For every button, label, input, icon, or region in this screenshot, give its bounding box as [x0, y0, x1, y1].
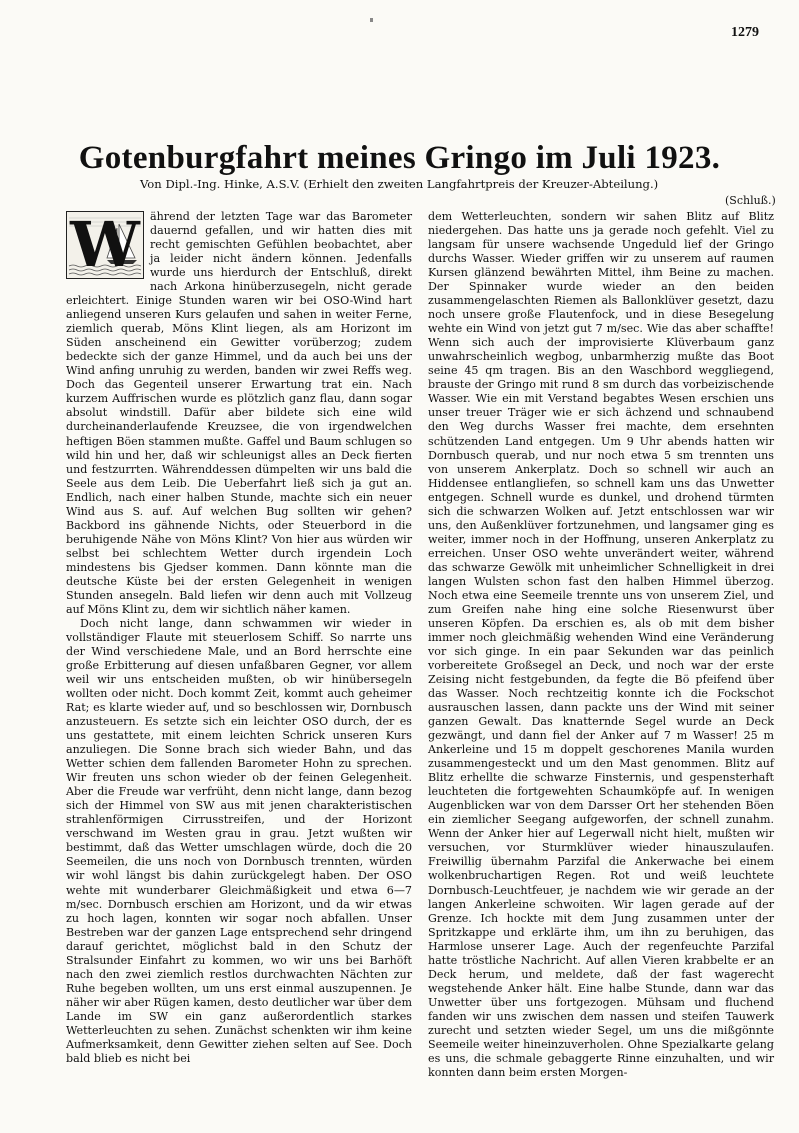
paragraph: dem Wetterleuchten, sondern wir sahen Blitz auf Blitz niedergehen. Das hatte uns ja gerade noch gefehlt. Viel zu langsam für unsere wachsende Ungeduld lief der Gringo durchs Wasser. Wieder griffen wir zu unserem auf raumen Kursen glänzend bewährten Mittel, ihm Beine zu machen. Der Spinnaker wurde wieder an den beiden zusammengelaschten Riemen als Ballonklüver gesetzt, dazu noch unsere große Flautenfock, und in diese Besegelung wehte ein Wind von jetzt gut 7 m/sec. Wie das aber schaffte! Wenn sich auch der improvisierte Klüverbaum ganz unwahrscheinlich wegbog, unbarmherzig mußte das Boot seine 45 qm tragen. Bis an den Waschbord weggliegend, brauste der Gringo mit rund 8 sm durch das vorbeizischende Wasser. Wie ein mit Verstand begabtes Wesen erschien uns unser treuer Träger wie er sich ächzend und schnaubend den Weg durchs Wasser frei machte, dem ersehnten schützenden Land entgegen. Um 9 Uhr abends hatten wir Dornbusch querab, und nur noch etwa 5 sm trennten uns von unserem Ankerplatz. Doch so schnell wir auch an Hiddensee entlangliefen, so schnell kam uns das Unwetter entgegen. Schnell wurde es dunkel, und drohend türmten sich die schwarzen Wolken auf. Jetzt entschlossen war wir uns, den Außenklüver fortzunehmen, und langsamer ging es weiter, immer noch in der Hoffnung, unseren Ankerplatz zu erreichen. Unser OSO wehte unverändert weiter, während das schwarze Gewölk mit unheimlicher Schnelligkeit in drei langen Wulsten schon fast den halben Himmel überzog. Noch etwa eine Seemeile trennte uns von unserem Ziel, und zum Greifen nahe hing eine solche Riesenwurst über unseren Köpfen. Da erschien es, als ob mit dem bisher immer noch gleichmäßig wehenden Wind eine Veränderung vor sich ginge. In ein paar Sekunden war das peinlich vorbereitete Großsegel an Deck, und noch war der erste Zeising nicht festgebunden, da fegte die Bö pfeifend über das Wasser. Noch rechtzeitig konnte ich die Fockschot ausrauschen lassen, dann packte uns der Wind mit seiner ganzen Gewalt. Das knatternde Segel wurde an Deck gezwängt, und dann fiel der Anker auf 7 m Wasser! 25 m Ankerleine und 15 m doppelt geschorenes Manila wurden zusammengesteckt und um den Mast genommen. Blitz auf Blitz erhellte die schwarze Finsternis, und gespensterhaft leuchteten die fortgewehten Schaumköpfe auf. In wenigen Augenblicken war von dem Darsser Ort her stehenden Böen ein ziemlicher Seegang aufgeworfen, der schnell zunahm. Wenn der Anker hier auf Legerwall nicht hielt, mußten wir versuchen, vor Sturmklüver wieder hinauszulaufen. Freiwillig übernahm Parzifal die Ankerwache bei einem wolkenbruchartigen Regen. Rot und weiß leuchtete Dornbusch-Leuchtfeuer, je nachdem wie wir gerade an der langen Ankerleine schwoiten. Wir lagen gerade auf der Grenze. Ich hockte mit dem Jung zusammen unter der Spritzkappe und erklärte ihm, um ihn zu beruhigen, das Harmlose unserer Lage. Auch der regenfeuchte Parzifal hatte tröstliche Nachricht. Auf allen Vieren krabbelte er an Deck herum, und meldete, daß der fast wagerecht wegstehende Anker hält. Eine halbe Stunde, dann war das Unwetter über uns fortgezogen. Mühsam und fluchend fanden wir uns zwischen dem nassen und steifen Tauwerk zurecht und setzten wieder Segel, um uns die mißgönnte Seemeile weiter hineinzuverholen. Ohne Spezialkarte gelang es uns, die schmale gebaggerte Rinne einzuhalten, und wir konnten dann beim ersten Morgen-: [428, 210, 774, 1079]
article-title: Gotenburgfahrt meines Gringo im Juli 1923.: [78, 140, 721, 176]
right-column: [428, 210, 774, 1080]
paragraph: Doch nicht lange, dann schwammen wir wieder in vollständiger Flaute mit steuerlosem Schiff. So narrte uns der Wind verschiedene Male, und an Bord herrschte eine große Erbitterung auf diesen unfaßbaren Gegner, vor allem weil wir uns entscheiden mußten, ob wir hinübersegeln wollten oder nicht. Doch kommt Zeit, kommt auch geheimer Rat; es klarte wieder auf, und so beschlossen wir, Dornbusch anzusteuern. Es setzte sich ein leichter OSO durch, der es uns gestattete, mit einem leichten Schrick unseren Kurs anzuliegen. Die Sonne brach sich wieder Bahn, und das Wetter schien dem fallenden Barometer Hohn zu sprechen. Wir freuten uns schon wieder ob der feinen Gelegenheit. Aber die Freude war verfrüht, denn nicht lange, dann bezog sich der Himmel von SW aus mit jenen charakteristischen strahlenförmigen Cirrusstreifen, und der Horizont verschwand im Westen grau in grau. Jetzt wußten wir bestimmt, daß das Wetter umschlagen würde, doch die 20 Seemeilen, die uns noch von Dornbusch trennten, würden wir wohl längst bis dahin zurückgelegt haben. Der OSO wehte mit wunderbarer Gleichmäßigkeit und etwa 6—7 m/sec. Dornbusch erschien am Horizont, und da wir etwas zu hoch lagen, konnten wir sogar noch abfallen. Unser Bestreben war der ganzen Lage entsprechend sehr dringend darauf gerichtet, möglichst bald in den Schutz der Stralsunder Einfahrt zu kommen, wo wir uns bei Barhöft nach den zwei ziemlich restlos durchwachten Nächten zur Ruhe begeben wollten, um uns erst einmal auszupennen. Je näher wir aber Rügen kamen, desto deutlicher war über dem Lande im SW ein ganz außerordentlich starkes Wetterleuchten zu sehen. Zunächst schenkten wir ihm keine Aufmerksamkeit, denn Gewitter ziehen selten auf See. Doch bald blieb es nicht bei: [66, 616, 412, 1065]
left-column: [66, 210, 412, 1066]
page-number: 1279: [731, 25, 759, 40]
paragraph: ährend der letzten Tage war das Barometer dauernd gefallen, und wir hatten dies mit recht gemischten Gefühlen beobachtet, aber ja leider nicht ändern können. Jedenfalls wurde uns hierdurch der Entschluß, direkt nach Arkona hinüberzusegeln, nicht gerade erleichtert. Einige Stunden waren wir bei OSO-Wind hart anliegend unseren Kurs gelaufen und sahen in weiter Ferne, ziemlich querab, Möns Klint liegen, als am Horizont im Süden anscheinend ein Gewitter vorüberzog; zudem bedeckte sich der ganze Himmel, und da auch bei uns der Wind anfing unruhig zu werden, banden wir zwei Reffs weg. Doch das Gegenteil unserer Erwartung trat ein. Nach kurzem Auffrischen wurde es plötzlich ganz flau, dann sogar absolut windstill. Dafür aber bildete sich eine wild durcheinanderlaufende Kreuzsee, die von irgendwelchen heftigen Böen stammen mußte. Gaffel und Baum schlugen so wild hin und her, daß wir schleunigst alles an Deck fierten und festzurrten. Währenddessen dümpelten wir uns bald die Seele aus dem Leib. Die Ueberfahrt ließ sich ja gut an. Endlich, nach einer halben Stunde, machte sich ein neuer Wind aus S. auf. Auf welchen Bug sollten wir gehen? Backbord ins gähnende Nichts, oder Steuerbord in die beruhigende Nähe von Möns Klint? Von hier aus würden wir selbst bei schlechtem Wetter durch irgendein Loch mindestens bis Gjedser kommen. Dann könnte man die deutsche Küste bei der ersten Gelegenheit in wenigen Stunden ansegeln. Bald liefen wir denn auch mit Vollzeug auf Möns Klint zu, dem wir sichtlich näher kamen.: [66, 210, 412, 616]
scan-speck: [370, 18, 373, 22]
article-byline: Von Dipl.-Ing. Hinke, A.S.V. (Erhielt den zweiten Langfahrtpreis der Kreuzer-Abteilung.): [140, 177, 659, 191]
dropcap-letter: W: [70, 211, 140, 279]
continued-note: (Schluß.): [725, 194, 776, 207]
decorative-initial: [66, 211, 144, 279]
